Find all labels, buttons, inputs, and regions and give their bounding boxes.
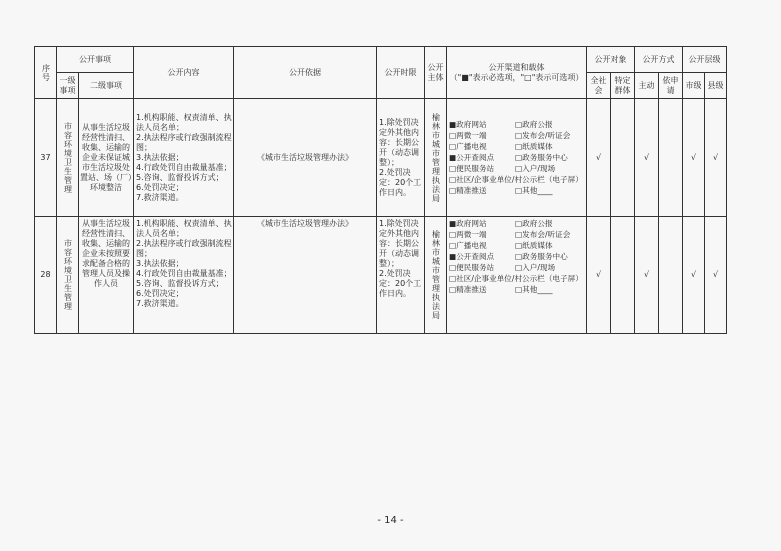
- content-line: 5.咨询、监督投诉方式；: [136, 279, 224, 288]
- header-basis: 公开依据: [234, 47, 377, 99]
- content-line: 4.行政处罚自由裁量基准；: [136, 162, 232, 172]
- channel-item: □广播电视: [449, 141, 487, 151]
- time-line: 1.除处罚决定外其他内容：长期公开（动态调整）；: [379, 219, 419, 268]
- header-method: 公开方式: [635, 47, 683, 73]
- channel-item: □入户/现场: [515, 263, 556, 272]
- channel-item: □精准推送: [449, 185, 487, 195]
- header-level2: 二级事项: [79, 73, 134, 99]
- channel-item: □纸质媒体: [515, 141, 553, 151]
- row-time: [377, 217, 425, 334]
- row-county: √: [705, 217, 727, 334]
- table-row: [35, 99, 727, 217]
- channel-item: □入户/现场: [515, 163, 556, 173]
- row-level1: 市容环境卫生管理: [57, 99, 79, 217]
- channel-item: □纸质媒体: [515, 241, 553, 250]
- row-request: [659, 99, 683, 217]
- header-county: 县级: [705, 73, 727, 99]
- channel-item: □发布会/听证会: [515, 230, 571, 239]
- header-row-1: [35, 47, 727, 73]
- row-active: √: [635, 217, 659, 334]
- row-county: √: [705, 99, 727, 217]
- content-line: 1.机构职能、权责清单、执法人员名单；: [136, 112, 232, 132]
- row-basis: 《城市生活垃圾管理办法》: [234, 217, 377, 334]
- channel-item: □其他____: [515, 185, 553, 195]
- disclosure-table: [34, 46, 727, 334]
- channel-item: □广播电视: [449, 241, 487, 250]
- header-seq: 序号: [35, 47, 57, 99]
- channel-item: ■公开查阅点: [449, 152, 495, 162]
- row-city: √: [683, 217, 705, 334]
- channel-item: □发布会/听证会: [515, 130, 571, 140]
- time-line: 1.除处罚决定外其他内容：长期公开（动态调整）；: [379, 117, 419, 167]
- header-request: 依申请: [659, 73, 683, 99]
- channel-item: □政府公报: [515, 119, 553, 129]
- header-channel-title: 公开渠道和载体: [488, 62, 545, 72]
- content-line: 3.执法依据；: [136, 259, 184, 268]
- header-all: 全社会: [587, 73, 611, 99]
- channel-item: □社区/企事业单位/村公示栏（电子屏）: [449, 274, 583, 283]
- row-basis: 《城市生活垃圾管理办法》: [234, 99, 377, 217]
- content-line: 4.行政处罚自由裁量基准；: [136, 269, 232, 278]
- row-active: √: [635, 99, 659, 217]
- header-city: 市级: [683, 73, 705, 99]
- header-level1: 一级事项: [57, 73, 79, 99]
- channel-item: □便民服务站: [449, 163, 495, 173]
- row-seq: 37: [35, 99, 57, 217]
- channel-item: □两微一端: [449, 230, 487, 239]
- row-request: [659, 217, 683, 334]
- row-all: √: [587, 217, 611, 334]
- header-item: 公开事项: [57, 47, 134, 73]
- channel-item: □政务服务中心: [515, 252, 568, 261]
- channel-list: [447, 219, 586, 295]
- row-time: [377, 99, 425, 217]
- channel-item: □精准推送: [449, 285, 487, 294]
- content-line: 7.救济渠道。: [136, 192, 184, 202]
- channel-item: □社区/企事业单位/村公示栏（电子屏）: [449, 174, 583, 184]
- header-channel: [447, 47, 587, 99]
- row-subject: 榆林市城市管理执法局: [425, 217, 447, 334]
- content-line: 7.救济渠道。: [136, 299, 184, 308]
- channel-item: □其他____: [515, 285, 553, 294]
- row-channels: [447, 217, 587, 334]
- row-city: √: [683, 99, 705, 217]
- row-specific: [611, 217, 635, 334]
- header-active: 主动: [635, 73, 659, 99]
- content-line: 2.执法程序或行政强制流程图；: [136, 239, 232, 258]
- row-level1: 市容环境卫生管理: [57, 217, 79, 334]
- row-seq: 28: [35, 217, 57, 334]
- content-line: 6.处罚决定；: [136, 289, 184, 298]
- content-line: 2.执法程序或行政强制流程图；: [136, 132, 232, 152]
- channel-item: □政务服务中心: [515, 152, 568, 162]
- channel-item: ■公开查阅点: [449, 252, 495, 261]
- content-line: 6.处罚决定；: [136, 182, 184, 192]
- channel-item: □便民服务站: [449, 263, 495, 272]
- header-specific: 特定群体: [611, 73, 635, 99]
- header-content: 公开内容: [134, 47, 234, 99]
- row-channels: [447, 99, 587, 217]
- page-number: - 14 -: [377, 515, 404, 526]
- row-all: √: [587, 99, 611, 217]
- channel-item: □政府公报: [515, 219, 553, 228]
- row-specific: [611, 99, 635, 217]
- row-subject: 榆林市城市管理执法局: [425, 99, 447, 217]
- header-channel-note: （"■"表示必选项，"□"表示可选项）: [449, 72, 584, 82]
- channel-item: □两微一端: [449, 130, 487, 140]
- header-subject: 公开主体: [425, 47, 447, 99]
- header-scope: 公开层级: [683, 47, 727, 73]
- time-line: 2.处罚决定：20个工作日内。: [379, 269, 422, 298]
- row-content: [134, 217, 234, 334]
- header-object: 公开对象: [587, 47, 635, 73]
- channel-list: [447, 120, 586, 196]
- content-line: 3.执法依据；: [136, 152, 184, 162]
- row-level2: 从事生活垃圾经营性清扫、收集、运输的企业未保证城市生活垃圾处置站、场（厂）环境整洁: [79, 99, 134, 217]
- channel-item: ■政府网站: [449, 119, 487, 129]
- time-line: 2.处罚决定：20个工作日内。: [379, 167, 422, 197]
- channel-item: ■政府网站: [449, 219, 487, 228]
- row-content: [134, 99, 234, 217]
- row-level2: 从事生活垃圾经营性清扫、收集、运输的企业未按照要求配备合格的管理人员及操作人员: [79, 217, 134, 334]
- content-line: 1.机构职能、权责清单、执法人员名单；: [136, 219, 232, 238]
- table-row: [35, 217, 727, 334]
- header-time: 公开时限: [377, 47, 425, 99]
- content-line: 5.咨询、监督投诉方式；: [136, 172, 224, 182]
